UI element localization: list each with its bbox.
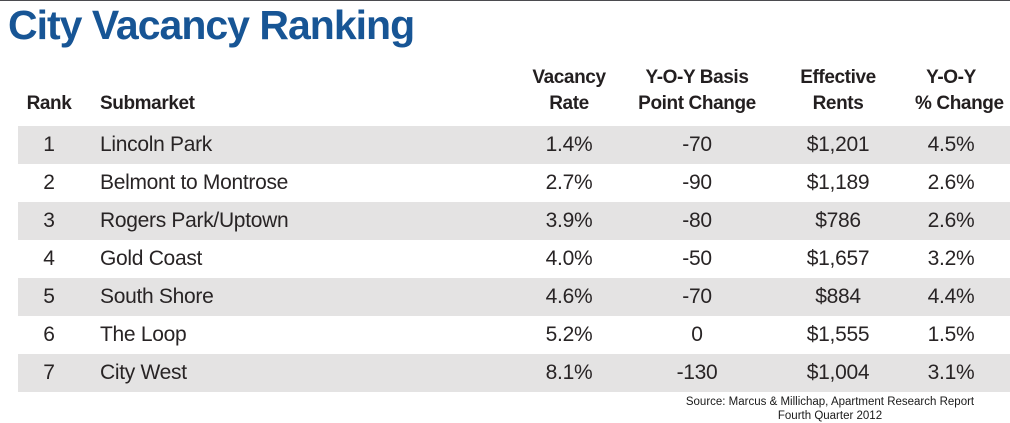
vacancy-rate-cell: 8.1%: [545, 361, 593, 384]
column-header-yoy-basis-point-change: Y-O-Y Basis Point Change: [638, 67, 756, 114]
table-row: [18, 164, 1010, 202]
basis-point-change-cell: -70: [682, 285, 712, 308]
basis-point-change-cell: -130: [676, 361, 718, 384]
column-header-rank: Rank: [26, 93, 72, 114]
submarket-cell: Lincoln Park: [100, 133, 212, 156]
source-line-2: Fourth Quarter 2012: [777, 410, 883, 422]
effective-rents-cell: $1,189: [806, 171, 870, 194]
vacancy-rate-cell: 5.2%: [545, 323, 593, 346]
effective-rents-cell: $1,004: [806, 361, 870, 384]
effective-rents-cell: $1,657: [806, 247, 870, 270]
source-line-1: Source: Marcus & Millichap, Apartment Research Report: [685, 396, 975, 408]
basis-point-change-cell: -50: [682, 247, 712, 270]
yoy-pct-change-cell: 1.5%: [927, 323, 975, 346]
submarket-cell: The Loop: [100, 323, 187, 346]
column-header-vacancy-rate: Vacancy Rate: [532, 67, 606, 114]
rank-cell: 4: [43, 247, 55, 270]
basis-point-change-cell: -90: [682, 171, 712, 194]
column-header-spacer: [987, 57, 1010, 126]
rank-cell: 5: [43, 285, 55, 308]
vacancy-rate-cell: 4.6%: [545, 285, 593, 308]
yoy-pct-change-cell: 3.1%: [927, 361, 975, 384]
submarket-cell: Rogers Park/Uptown: [100, 209, 289, 232]
effective-rents-cell: $1,555: [806, 323, 870, 346]
table-row: [18, 354, 1010, 392]
basis-point-change-cell: 0: [691, 323, 703, 346]
column-header-submarket: Submarket: [100, 93, 195, 114]
vacancy-rate-cell: 4.0%: [545, 247, 593, 270]
yoy-pct-change-cell: 2.6%: [927, 209, 975, 232]
table-row: [18, 126, 1010, 164]
table-header-row: [18, 57, 1010, 126]
effective-rents-cell: $786: [815, 209, 861, 232]
submarket-cell: South Shore: [100, 285, 214, 308]
basis-point-change-cell: -80: [682, 209, 712, 232]
yoy-pct-change-cell: 4.4%: [927, 285, 975, 308]
effective-rents-cell: $884: [815, 285, 861, 308]
submarket-cell: Belmont to Montrose: [100, 171, 289, 194]
vacancy-rate-cell: 2.7%: [545, 171, 593, 194]
table-row: [18, 202, 1010, 240]
source-note: [620, 395, 1010, 423]
yoy-pct-change-cell: 4.5%: [927, 133, 975, 156]
vacancy-rate-cell: 1.4%: [545, 133, 593, 156]
rank-cell: 7: [43, 361, 55, 384]
city-vacancy-table: [18, 57, 1010, 392]
yoy-pct-change-cell: 3.2%: [927, 247, 975, 270]
page-title: City Vacancy Ranking: [8, 2, 415, 48]
basis-point-change-cell: -70: [682, 133, 712, 156]
table-row: [18, 278, 1010, 316]
column-header-yoy-pct-change: Y-O-Y % Change: [915, 67, 1004, 114]
table-row: [18, 240, 1010, 278]
rank-cell: 1: [43, 133, 55, 156]
effective-rents-cell: $1,201: [806, 133, 870, 156]
yoy-pct-change-cell: 2.6%: [927, 171, 975, 194]
column-header-effective-rents: Effective Rents: [800, 67, 876, 114]
submarket-cell: Gold Coast: [100, 247, 203, 270]
vacancy-rate-cell: 3.9%: [545, 209, 593, 232]
rank-cell: 6: [43, 323, 55, 346]
table-row: [18, 316, 1010, 354]
rank-cell: 2: [43, 171, 55, 194]
rank-cell: 3: [43, 209, 55, 232]
submarket-cell: City West: [100, 361, 187, 384]
